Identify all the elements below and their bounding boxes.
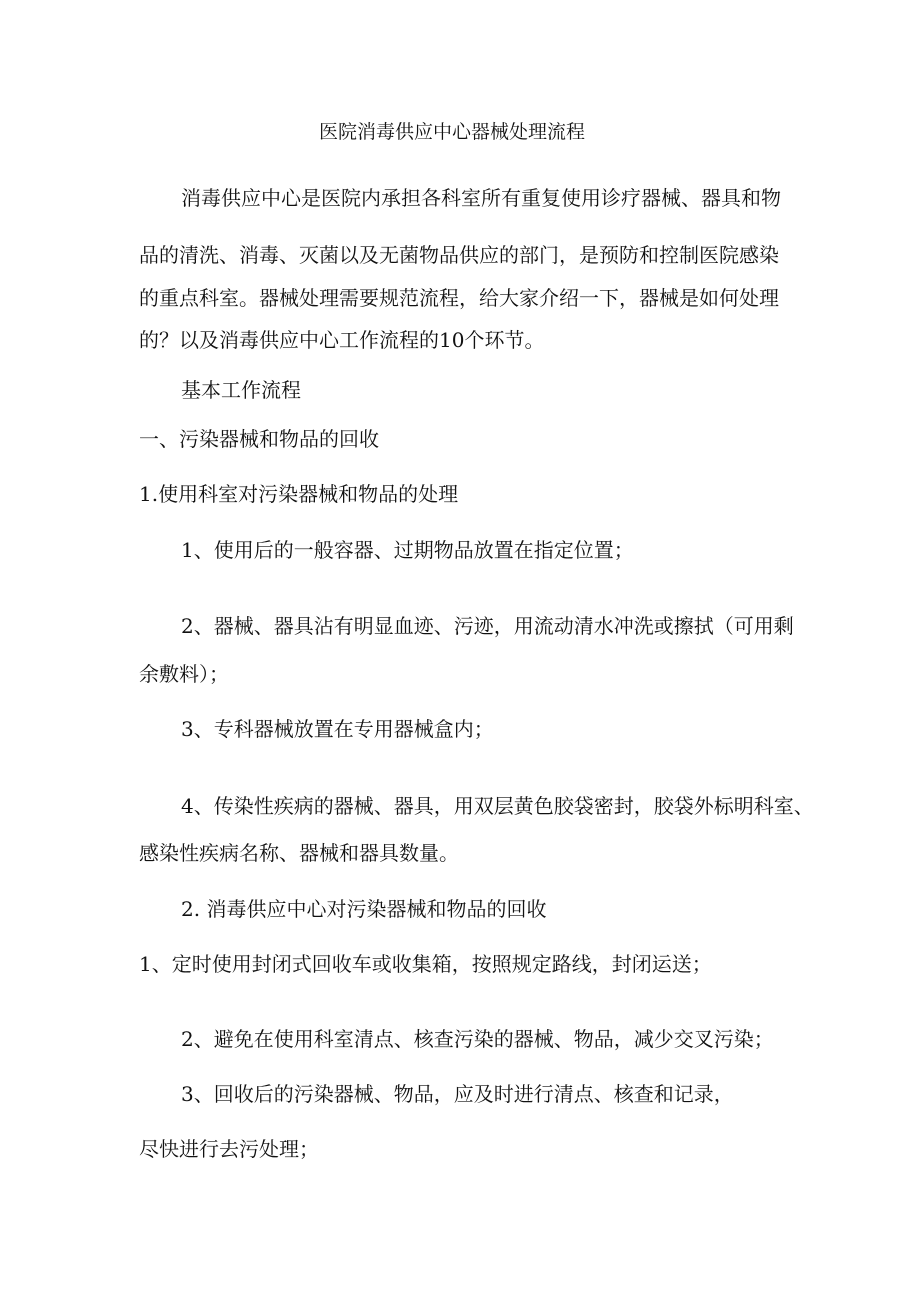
section-1-heading: 一、污染器械和物品的回收 — [139, 427, 379, 451]
workflow-heading: 基本工作流程 — [181, 378, 301, 402]
part-2-item-3-line-2: 尽快进行去污处理； — [139, 1137, 319, 1161]
part-1-item-1: 1、使用后的一般容器、过期物品放置在指定位置； — [181, 538, 634, 562]
document-title: 医院消毒供应中心器械处理流程 — [319, 121, 586, 143]
intro-paragraph-line-2: 品的清洗、消毒、灭菌以及无菌物品供应的部门，是预防和控制医院感染 — [139, 243, 779, 267]
part-2-heading: 2. 消毒供应中心对污染器械和物品的回收 — [181, 897, 547, 921]
part-1-item-2-line-1: 2、器械、器具沾有明显血迹、污迹，用流动清水冲洗或擦拭（可用剩 — [181, 614, 794, 638]
part-1-heading: 1.使用科室对污染器械和物品的处理 — [139, 482, 459, 506]
part-1-item-2-line-2: 余敷料）； — [139, 662, 229, 686]
intro-paragraph-line-4: 的？以及消毒供应中心工作流程的10个环节。 — [139, 328, 545, 352]
part-2-item-1: 1、定时使用封闭式回收车或收集箱，按照规定路线，封闭运送； — [139, 952, 712, 976]
part-2-item-3-line-1: 3、回收后的污染器械、物品，应及时进行清点、核查和记录， — [181, 1082, 734, 1106]
part-1-item-3: 3、专科器械放置在专用器械盒内； — [181, 717, 494, 741]
intro-paragraph-line-1: 消毒供应中心是医院内承担各科室所有重复使用诊疗器械、器具和物 — [181, 186, 781, 210]
part-1-item-4-line-2: 感染性疾病名称、器械和器具数量。 — [139, 841, 459, 865]
part-2-item-2: 2、避免在使用科室清点、核查污染的器械、物品，减少交叉污染； — [181, 1027, 774, 1051]
part-1-item-4-line-1: 4、传染性疾病的器械、器具，用双层黄色胶袋密封，胶袋外标明科室、 — [181, 794, 814, 818]
intro-paragraph-line-3: 的重点科室。器械处理需要规范流程，给大家介绍一下，器械是如何处理 — [139, 286, 779, 310]
